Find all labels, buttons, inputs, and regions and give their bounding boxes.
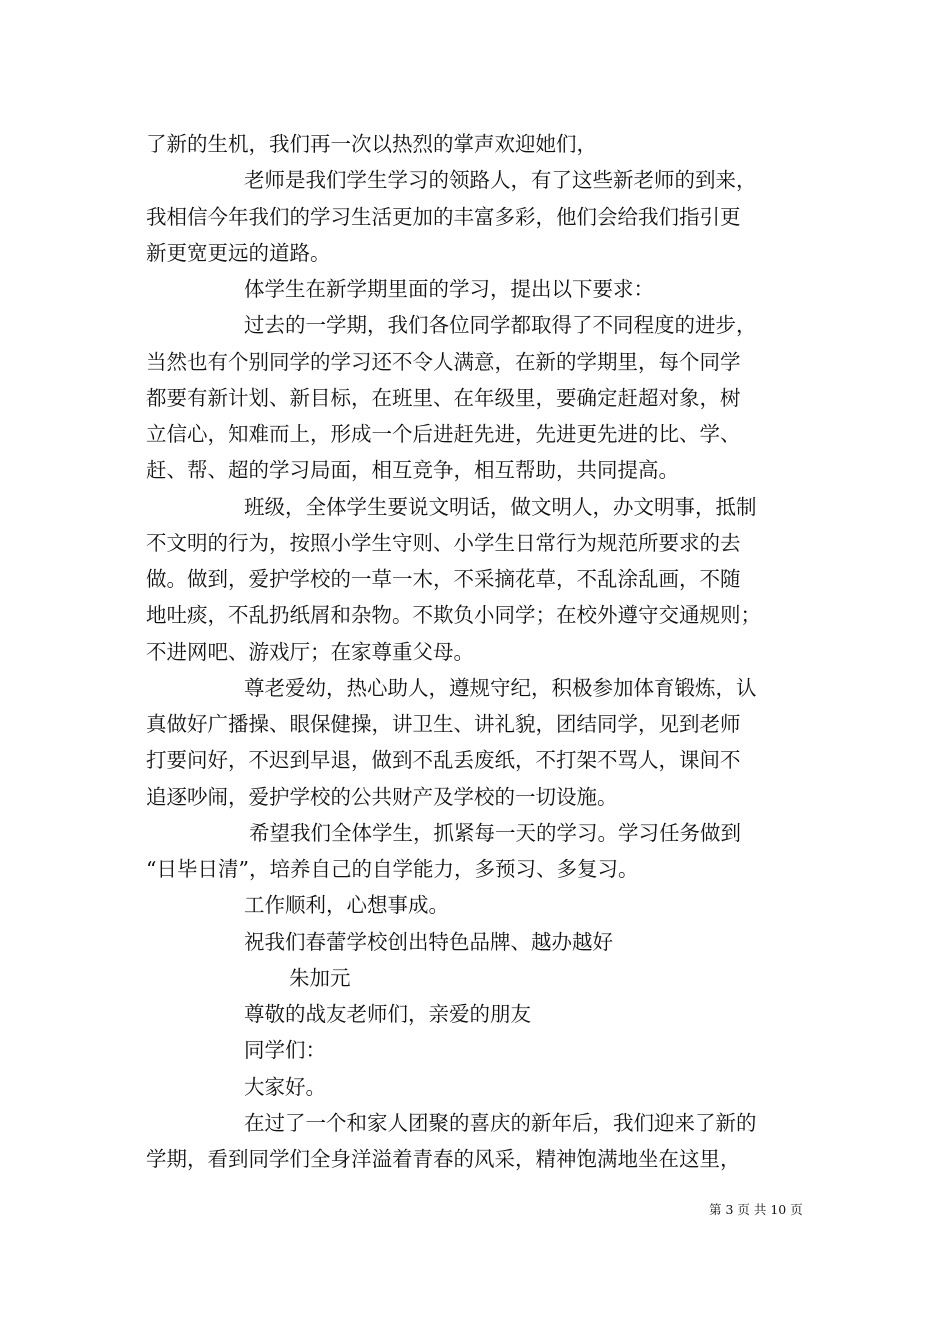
text-line: 不进网吧、游戏厅；在家尊重父母。 — [146, 640, 474, 664]
text-line: “日毕日清”，培养自己的自学能力，多预习、多复习。 — [146, 857, 639, 881]
text-line: 老师是我们学生学习的领路人，有了这些新老师的到来， — [244, 168, 757, 192]
text-line: 祝我们春蕾学校创出特色品牌、越办越好 — [244, 930, 613, 954]
text-line: 尊敬的战友老师们，亲爱的朋友 — [244, 1002, 531, 1026]
signature-name: 朱加元 — [289, 966, 351, 990]
text-line: 新更宽更远的道路。 — [146, 241, 331, 265]
text-line: 真做好广播操、眼保健操，讲卫生、讲礼貌，团结同学，见到老师 — [146, 712, 741, 736]
text-line: 我相信今年我们的学习生活更加的丰富多彩，他们会给我们指引更 — [146, 205, 741, 229]
text-line: 学期，看到同学们全身洋溢着青春的风采，精神饱满地坐在这里， — [146, 1147, 741, 1171]
text-line: 希望我们全体学生，抓紧每一天的学习。学习任务做到 — [249, 821, 741, 845]
text-line: 在过了一个和家人团聚的喜庆的新年后，我们迎来了新的 — [244, 1111, 757, 1135]
text-line: 大家好。 — [244, 1075, 326, 1099]
text-line: 都要有新计划、新目标，在班里、在年级里，要确定赶超对象，树 — [146, 386, 741, 410]
text-line: 地吐痰，不乱扔纸屑和杂物。不欺负小同学；在校外遵守交通规则； — [146, 603, 761, 627]
text-line: 当然也有个别同学的学习还不令人满意，在新的学期里，每个同学 — [146, 350, 741, 374]
text-line: 工作顺利，心想事成。 — [244, 893, 449, 917]
text-line: 立信心，知难而上，形成一个后进赶先进，先进更先进的比、学、 — [146, 422, 741, 446]
text-line: 追逐吵闹，爱护学校的公共财产及学校的一切设施。 — [146, 785, 618, 809]
text-line: 同学们： — [244, 1038, 326, 1062]
text-line: 体学生在新学期里面的学习，提出以下要求： — [244, 277, 654, 301]
text-line: 做。做到，爱护学校的一草一木，不采摘花草，不乱涂乱画，不随 — [146, 567, 741, 591]
text-line: 赶、帮、超的学习局面，相互竞争，相互帮助，共同提高。 — [146, 458, 679, 482]
text-line: 了新的生机，我们再一次以热烈的掌声欢迎她们， — [146, 132, 597, 156]
text-line: 不文明的行为，按照小学生守则、小学生日常行为规范所要求的去 — [146, 531, 741, 555]
page-number-footer: 第 3 页 共 10 页 — [709, 1202, 803, 1217]
text-line: 班级，全体学生要说文明话，做文明人，办文明事，抵制 — [244, 495, 757, 519]
text-line: 尊老爱幼，热心助人，遵规守纪，积极参加体育锻炼，认 — [244, 676, 757, 700]
text-line: 打要问好，不迟到早退，做到不乱丢废纸，不打架不骂人，课间不 — [146, 748, 741, 772]
text-line: 过去的一学期，我们各位同学都取得了不同程度的进步， — [244, 313, 757, 337]
